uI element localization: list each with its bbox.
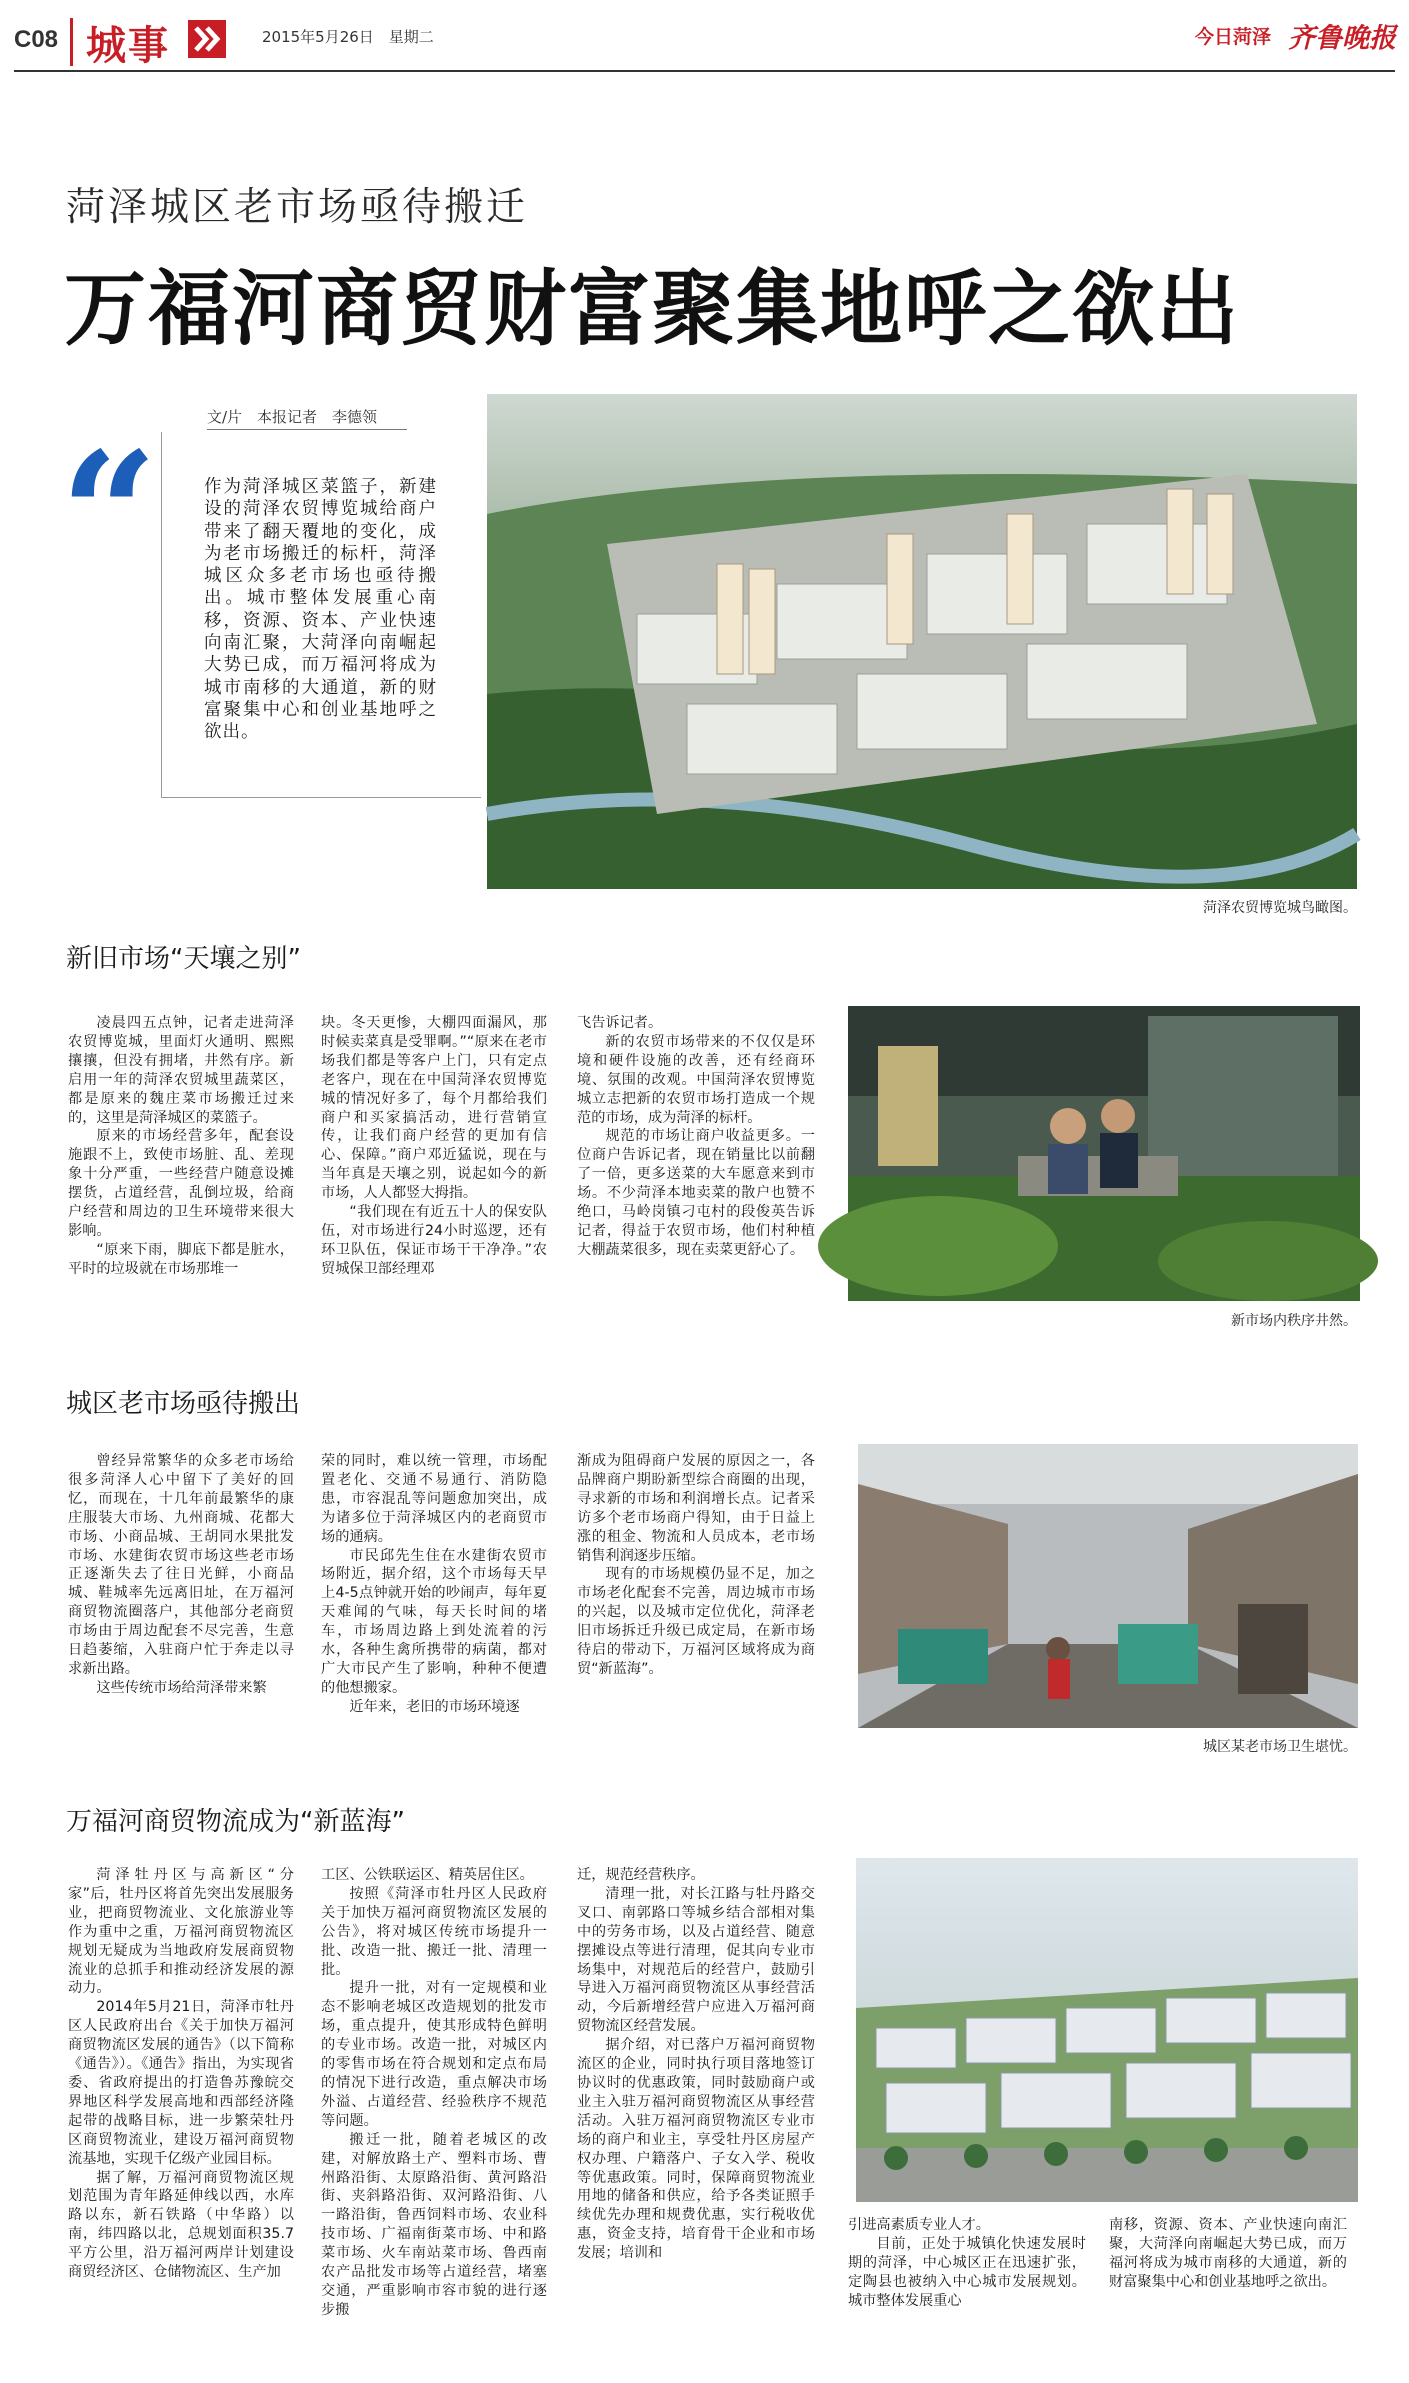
street-caption: 城区某老市场卫生堪忧。 bbox=[1203, 1739, 1357, 1755]
paragraph: 规范的市场让商户收益更多。一位商户告诉记者，现在销量比以前翻了一倍，更多送菜的大车愿意来到市场。不少菏泽本地卖菜的散户也赞不绝口，马岭岗镇刁屯村的段俊英告诉记者，得益于农贸市场，他们村种植大棚蔬菜很多，现在卖菜更舒心了。 bbox=[577, 1128, 815, 1258]
market-photo bbox=[848, 1006, 1360, 1301]
paragraph: 2014年5月21日，菏泽市牡丹区人民政府出台《关于加快万福河商贸物流区发展的通告》（以下简称《通告》）。《通告》指出，为实现省委、省政府提出的打造鲁苏豫皖交界地区科学发展高地和西部经济隆起带的战略目标，进一步繁荣牡丹区商贸物流业，建设万福河商贸物流基地，实现千亿级产业园目标。 bbox=[68, 1999, 294, 2167]
byline-rule bbox=[207, 429, 407, 430]
paragraph: 市民邱先生住在水建街农贸市场附近，据介绍，这个市场每天早上4-5点钟就开始的吵闹声，每年夏天难闻的气味，每天长时间的堵车，市场周边路上到处流着的污水，各种生禽所携带的病菌，都对广大市民产生了影响，种种不便遭的他想搬家。 bbox=[321, 1547, 547, 1696]
street-photo bbox=[858, 1444, 1358, 1728]
section3-col2 bbox=[321, 1866, 547, 2366]
section-title: 城事 bbox=[86, 22, 170, 69]
aerial-caption: 菏泽农贸博览城鸟瞰图。 bbox=[1203, 900, 1357, 916]
brand-logo: 齐鲁晚报 bbox=[1288, 23, 1396, 54]
paragraph: 按照《菏泽市牡丹区人民政府关于加快万福河商贸物流区发展的公告》，将对城区传统市场提升一批、改造一批、搬迁一批、清理一批。 bbox=[321, 1885, 547, 1978]
section3-col4 bbox=[848, 2216, 1086, 2366]
chevron-right-icon bbox=[188, 20, 226, 58]
page-code: C08 bbox=[14, 26, 59, 53]
paragraph: 渐成为阻碍商户发展的原因之一，各品牌商户期盼新型综合商圈的出现，寻求新的市场和利润增长点。记者采访多个老市场商户得知，由于日益上涨的租金、物流和人员成本，老市场销售利润逐步压缩。 bbox=[577, 1453, 815, 1564]
paragraph: 目前，正处于城镇化快速发展时期的菏泽，中心城区正在迅速扩张，定陶县也被纳入中心城市发展规划。城市整体发展重心 bbox=[848, 2235, 1086, 2309]
paragraph: 荣的同时，难以统一管理，市场配置老化、交通不易通行、消防隐患，市容混乱等问题愈加突出，成为诸多位于菏泽城区内的老商贸市场的通病。 bbox=[321, 1453, 547, 1545]
section1-col1 bbox=[68, 1014, 294, 1277]
paragraph: 原来的市场经营多年，配套设施跟不上，致使市场脏、乱、差现象十分严重，一些经营户随意设摊摆货，占道经营，乱倒垃圾，给商户经营和周边的卫生环境带来很大影响。 bbox=[68, 1128, 294, 1239]
article-headline: 万福河商贸财富聚集地呼之欲出 bbox=[64, 262, 1241, 357]
section2-col1 bbox=[68, 1452, 294, 1734]
issue-date: 2015年5月26日 星期二 bbox=[262, 28, 434, 46]
section3-col5 bbox=[1109, 2216, 1347, 2366]
district-rendering bbox=[856, 1858, 1358, 2202]
header-divider bbox=[70, 18, 73, 66]
paragraph: 据介绍，对已落户万福河商贸物流区的企业，同时执行项目落地签订协议时的优惠政策，同时鼓励商户或业主入驻万福河商贸物流区从事经营活动。入驻万福河商贸物流区专业市场的商户和业主，享受牡丹区房屋产权办理、户籍落户、子女入学、税收等优惠政策。同时，保障商贸物流业用地的储备和供应，给予各类证照手续优先办理和规费优惠，实行税收优惠，资金支持，培育骨干企业和市场发展；培训和 bbox=[577, 2037, 815, 2262]
paragraph: “原来下雨，脚底下都是脏水，平时的垃圾就在市场那堆一 bbox=[68, 1241, 294, 1277]
section3-title: 万福河商贸物流成为“新蓝海” bbox=[66, 1807, 405, 1837]
paragraph: 凌晨四五点钟，记者走进菏泽农贸博览城，里面灯火通明、熙熙攘攘，但没有拥堵，井然有序。新启用一年的菏泽农贸城里蔬菜区，都是原来的魏庄菜市场搬迁过来的，这里是菏泽城区的菜篮子。 bbox=[68, 1015, 294, 1126]
paragraph: 搬迁一批，随着老城区的改建，对解放路土产、塑料市场、曹州路沿街、太原路沿街、黄河路沿街、夹斜路沿街、双河路沿街、八一路沿街，鲁西饲料市场、农业科技市场、广福南街菜市场、中和路菜市场、火车南站菜市场、鲁西南农产品批发市场等占道经营，堵塞交通，严重影响市容市貌的进行逐步搬 bbox=[321, 2131, 547, 2318]
paragraph: 新的农贸市场带来的不仅仅是环境和硬件设施的改善，还有经商环境、氛围的改观。中国菏泽农贸博览城立志把新的农贸市场打造成一个规范的市场，成为菏泽的标杆。 bbox=[577, 1033, 815, 1126]
section2-col2 bbox=[321, 1452, 547, 1734]
quote-mark-icon: “ bbox=[60, 415, 158, 615]
section1-title: 新旧市场“天壤之别” bbox=[66, 944, 301, 974]
article-lead: 作为菏泽城区菜篮子，新建设的菏泽农贸博览城给商户带来了翻天覆地的变化，成为老市场搬迁的标杆，菏泽城区众多老市场也亟待搬出。城市整体发展重心南移，资源、资本、产业快速向南汇聚，大菏泽向南崛起大势已成，而万福河将成为城市南移的大通道，新的财富聚集中心和创业基地呼之欲出。 bbox=[204, 477, 437, 743]
page-header bbox=[0, 0, 1409, 72]
section3-col1 bbox=[68, 1866, 294, 2366]
paragraph: 飞告诉记者。 bbox=[577, 1015, 663, 1031]
paragraph: 迁，规范经营秩序。 bbox=[577, 1867, 705, 1883]
lead-border-left bbox=[161, 432, 162, 797]
article-byline: 文/片 本报记者 李德领 bbox=[207, 408, 378, 426]
paragraph: 曾经异常繁华的众多老市场给很多菏泽人心中留下了美好的回忆，而现在，十几年前最繁华的康庄服装大市场、九州商城、花都大市场、小商品城、王胡同水果批发市场、水建街农贸市场这些老市场正逐渐失去了往日光鲜，小商品城、鞋城率先远离旧址，在万福河商贸物流圈落户，其他部分老商贸市场由于周边配套不尽完善，生意日趋萎缩，入驻商户忙于奔走以寻求新出路。 bbox=[68, 1453, 294, 1677]
paragraph: 据了解，万福河商贸物流区规划范围为青年路延伸线以西，水库路以东，新石铁路（中华路）以南，纬四路以北，总规划面积35.7平方公里，沿万福河两岸计划建设商贸经济区、仓储物流区、生产加 bbox=[68, 2169, 294, 2281]
paragraph: 清理一批，对长江路与牡丹路交叉口、南郭路口等城乡结合部相对集中的劳务市场，以及占道经营、随意摆摊设点等进行清理，促其向专业市场集中，对规范后的经营户，鼓励引导进入万福河商贸物流区从事经营活动，今后新增经营户应进入万福河商贸物流区经营发展。 bbox=[577, 1885, 815, 2035]
header-rule bbox=[14, 70, 1395, 72]
paragraph: 引进高素质专业人才。 bbox=[848, 2217, 990, 2233]
paragraph: 工区、公铁联运区、精英居住区。 bbox=[321, 1867, 534, 1883]
section2-col3 bbox=[577, 1452, 815, 1734]
lead-border-bottom bbox=[161, 797, 481, 798]
brand-sub: 今日菏泽 bbox=[1195, 26, 1272, 48]
market-caption: 新市场内秩序井然。 bbox=[1231, 1313, 1357, 1329]
paragraph: 这些传统市场给菏泽带来繁 bbox=[96, 1679, 267, 1696]
article-kicker: 菏泽城区老市场亟待搬迁 bbox=[66, 185, 529, 230]
section2-title: 城区老市场亟待搬出 bbox=[66, 1389, 301, 1419]
paragraph: 近年来，老旧的市场环境逐 bbox=[349, 1698, 520, 1715]
section1-col3 bbox=[577, 1014, 815, 1258]
paragraph: 块。冬天更惨，大棚四面漏风，那时候卖菜真是受罪啊。”“原来在老市场我们都是等客户上门，只有定点老客户，现在在中国菏泽农贸博览城的情况好多了，每个月都给我们商户和买家搞活动，进行营销宣传，让我们商户经营的更加有信心、保障。”商户邓近猛说，现在与当年真是天壤之别，说起如今的新市场，人人都竖大拇指。 bbox=[321, 1015, 547, 1202]
section1-col2 bbox=[321, 1014, 547, 1277]
paragraph: 南移，资源、资本、产业快速向南汇聚，大菏泽向南崛起大势已成，而万福河将成为城市南移的大通道，新的财富聚集中心和创业基地呼之欲出。 bbox=[1109, 2217, 1347, 2290]
aerial-photo bbox=[487, 394, 1357, 889]
paragraph: 现有的市场规模仍显不足，加之市场老化配套不完善，周边城市市场的兴起，以及城市定位优化，菏泽老旧市场拆迁升级已成定局，在新市场待启的带动下，万福河区域将成为商贸“新蓝海”。 bbox=[577, 1566, 815, 1677]
paragraph: “我们现在有近五十人的保安队伍，对市场进行24小时巡逻，还有环卫队伍，保证市场干干净净。”农贸城保卫部经理邓 bbox=[321, 1204, 547, 1277]
paragraph: 提升一批，对有一定规模和业态不影响老城区改造规划的批发市场，重点提升，使其形成特色鲜明的专业市场。改造一批，对城区内的零售市场在符合规划和定点布局的情况下进行改造，重点解决市场外溢、占道经营、经验秩序不规范等问题。 bbox=[321, 1980, 547, 2129]
paragraph: 菏泽牡丹区与高新区“分家”后，牡丹区将首先突出发展服务业，把商贸物流业、文化旅游业等作为重中之重，万福河商贸物流区规划无疑成为当地政府发展商贸物流业的总抓手和推动经济发展的源动力。 bbox=[68, 1867, 294, 1997]
section3-col3 bbox=[577, 1866, 815, 2366]
